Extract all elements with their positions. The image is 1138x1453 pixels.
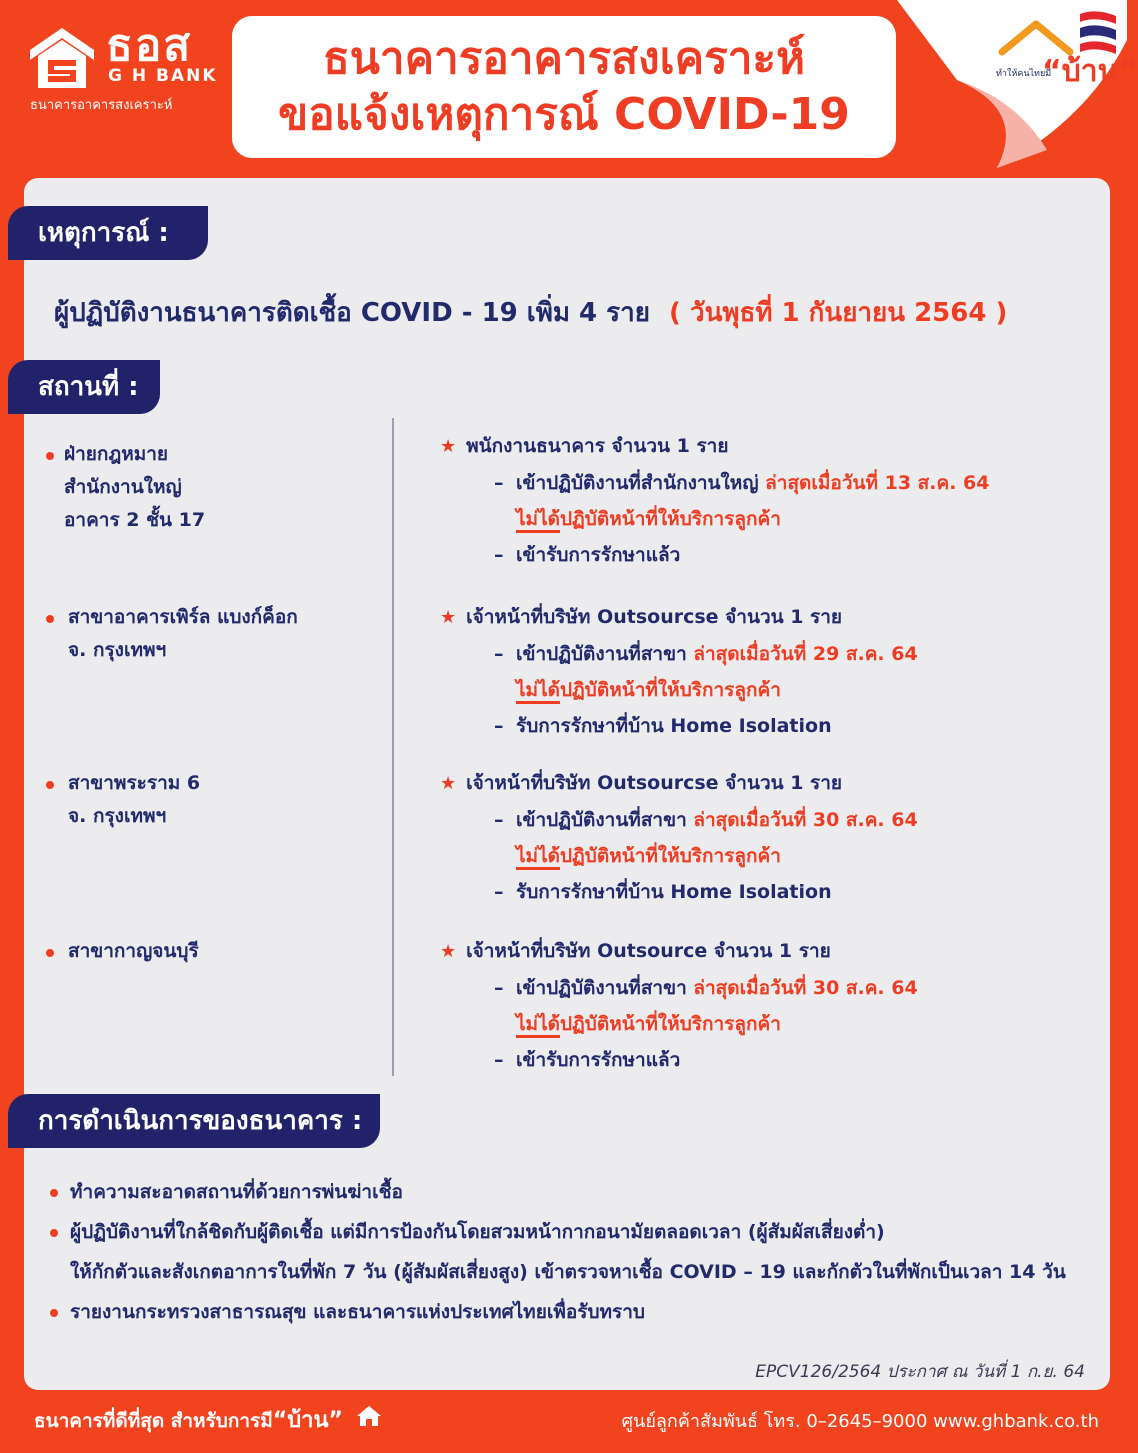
case-treatment: รับการรักษาที่บ้าน Home Isolation bbox=[516, 715, 832, 737]
case-no-service: ปฏิบัติหน้าที่ให้บริการลูกค้า bbox=[559, 679, 781, 701]
bullet-dot-icon bbox=[46, 949, 54, 957]
title-line-1: ธนาคารอาคารสงเคราะห์ bbox=[322, 33, 806, 84]
case-who: พนักงานธนาคาร จำนวน 1 ราย bbox=[466, 435, 729, 457]
footer-slogan-text: ธนาคารที่ดีที่สุด สำหรับการมี bbox=[34, 1410, 273, 1432]
title-line-2: ขอแจ้งเหตุการณ์ COVID-19 bbox=[278, 89, 850, 140]
case-no-service-underlined: ไม่ได้ bbox=[516, 1013, 560, 1038]
case-no-service-underlined: ไม่ได้ bbox=[516, 845, 560, 870]
case-latest: ล่าสุดเมื่อวันที่ 13 ส.ค. 64 bbox=[765, 472, 990, 494]
action-text: รายงานกระทรวงสาธารณสุข และธนาคารแห่งประเทศไทยเพื่อรับทราบ bbox=[70, 1301, 645, 1323]
location-line: ฝ่ายกฎหมาย bbox=[64, 443, 169, 465]
slogan-big-text: “บ้าน” bbox=[1042, 54, 1138, 89]
reference-note: EPCV126/2564 ประกาศ ณ วันที่ 1 ก.ย. 64 bbox=[755, 1362, 1085, 1382]
location-item bbox=[46, 438, 205, 537]
location-line: จ. กรุงเทพฯ bbox=[68, 639, 167, 661]
star-icon: ★ bbox=[440, 436, 457, 457]
case-treatment: เข้ารับการรักษาแล้ว bbox=[516, 1049, 681, 1071]
slogan-small-text: ทำให้คนไทยมี bbox=[996, 69, 1052, 79]
case-no-service-underlined: ไม่ได้ bbox=[516, 508, 560, 533]
footer-slogan-word: “บ้าน” bbox=[272, 1408, 344, 1433]
case-treatment: รับการรักษาที่บ้าน Home Isolation bbox=[516, 881, 832, 903]
column-divider bbox=[392, 418, 394, 1076]
ghbank-logo bbox=[28, 22, 228, 122]
page-title bbox=[232, 16, 896, 158]
home-icon bbox=[356, 1405, 382, 1432]
bullet-dot-icon bbox=[46, 781, 54, 789]
bullet-dot-icon bbox=[50, 1229, 58, 1237]
case-treatment: เข้ารับการรักษาแล้ว bbox=[516, 544, 681, 566]
case-work: เข้าปฏิบัติงานที่สำนักงานใหญ่ bbox=[516, 472, 759, 494]
star-icon: ★ bbox=[440, 941, 457, 962]
action-section-tab: การดำเนินการของธนาคาร : bbox=[8, 1094, 380, 1148]
action-text: ผู้ปฏิบัติงานที่ใกล้ชิดกับผู้ติดเชื้อ แต่มีการป้องกันโดยสวมหน้ากากอนามัยตลอดเวลา (ผู้สัมผัสเสี่ยงต่ำ) bbox=[70, 1221, 885, 1243]
action-item bbox=[50, 1172, 403, 1212]
event-section-tab: เหตุการณ์ : bbox=[8, 206, 208, 260]
case-item: ★ เจ้าหน้าที่บริษัท Outsource จำนวน 1 ราย – เข้าปฏิบัติงานที่สาขา ล่าสุดเมื่อวันที่ 30 ส.ค. 64 ไม่ได้ปฏิบัติหน้าที่ให้บริการลูกค้า – เข้ารับการรักษาแล้ว bbox=[440, 940, 918, 1071]
case-work: เข้าปฏิบัติงานที่สาขา bbox=[516, 977, 687, 999]
footer-slogan bbox=[34, 1402, 382, 1437]
case-who: เจ้าหน้าที่บริษัท Outsource จำนวน 1 ราย bbox=[466, 940, 831, 962]
footer-contact[interactable]: ศูนย์ลูกค้าสัมพันธ์ โทร. 0–2645–9000 www.ghbank.co.th bbox=[621, 1411, 1099, 1432]
location-line: สาขาอาคารเพิร์ล แบงก์ค็อก bbox=[68, 606, 298, 628]
case-latest: ล่าสุดเมื่อวันที่ 29 ส.ค. 64 bbox=[693, 643, 918, 665]
case-item: ★ พนักงานธนาคาร จำนวน 1 ราย – เข้าปฏิบัติงานที่สำนักงานใหญ่ ล่าสุดเมื่อวันที่ 13 ส.ค. 64 ไม่ได้ปฏิบัติหน้าที่ให้บริการลูกค้า – เข้ารับการรักษาแล้ว bbox=[440, 435, 990, 566]
location-item bbox=[46, 601, 298, 667]
case-item: ★ เจ้าหน้าที่บริษัท Outsourcse จำนวน 1 ราย – เข้าปฏิบัติงานที่สาขา ล่าสุดเมื่อวันที่ 29 ส.ค. 64 ไม่ได้ปฏิบัติหน้าที่ให้บริการลูกค้า – รับการรักษาที่บ้าน Home Isolation bbox=[440, 606, 918, 737]
slogan-logo bbox=[996, 8, 1138, 92]
location-line: สาขากาญจนบุรี bbox=[68, 940, 199, 962]
ghbank-house-icon bbox=[28, 26, 96, 90]
case-no-service: ปฏิบัติหน้าที่ให้บริการลูกค้า bbox=[559, 508, 781, 530]
location-line: อาคาร 2 ชั้น 17 bbox=[64, 509, 206, 531]
case-no-service-underlined: ไม่ได้ bbox=[516, 679, 560, 704]
bullet-dot-icon bbox=[46, 615, 54, 623]
case-who: เจ้าหน้าที่บริษัท Outsourcse จำนวน 1 ราย bbox=[466, 606, 843, 628]
logo-bank-text: G H BANK bbox=[108, 66, 218, 86]
case-latest: ล่าสุดเมื่อวันที่ 30 ส.ค. 64 bbox=[693, 977, 918, 999]
bullet-dot-icon bbox=[50, 1309, 58, 1317]
event-date: ( วันพุธที่ 1 กันยายน 2564 ) bbox=[669, 298, 1008, 328]
case-item: ★ เจ้าหน้าที่บริษัท Outsourcse จำนวน 1 ราย – เข้าปฏิบัติงานที่สาขา ล่าสุดเมื่อวันที่ 30 ส.ค. 64 ไม่ได้ปฏิบัติหน้าที่ให้บริการลูกค้า – รับการรักษาที่บ้าน Home Isolation bbox=[440, 772, 918, 903]
case-work: เข้าปฏิบัติงานที่สาขา bbox=[516, 643, 687, 665]
bullet-dot-icon bbox=[50, 1189, 58, 1197]
location-line: สาขาพระราม 6 bbox=[68, 772, 201, 794]
logo-text: ธอส bbox=[106, 20, 193, 71]
location-line: จ. กรุงเทพฯ bbox=[68, 805, 167, 827]
event-summary bbox=[54, 292, 1007, 333]
action-item bbox=[50, 1212, 885, 1252]
case-no-service: ปฏิบัติหน้าที่ให้บริการลูกค้า bbox=[559, 845, 781, 867]
bullet-dot-icon bbox=[46, 452, 54, 460]
action-item-continued bbox=[50, 1252, 1066, 1292]
case-who: เจ้าหน้าที่บริษัท Outsourcse จำนวน 1 ราย bbox=[466, 772, 843, 794]
logo-subtitle: ธนาคารอาคารสงเคราะห์ bbox=[30, 98, 173, 113]
event-summary-text: ผู้ปฏิบัติงานธนาคารติดเชื้อ COVID - 19 เพิ่ม 4 ราย bbox=[54, 298, 650, 328]
location-line: สำนักงานใหญ่ bbox=[64, 476, 182, 498]
star-icon: ★ bbox=[440, 607, 457, 628]
case-latest: ล่าสุดเมื่อวันที่ 30 ส.ค. 64 bbox=[693, 809, 918, 831]
action-text: ทำความสะอาดสถานที่ด้วยการพ่นฆ่าเชื้อ bbox=[70, 1181, 403, 1203]
action-text: ให้กักตัวและสังเกตอาการในที่พัก 7 วัน (ผู้สัมผัสเสี่ยงสูง) เข้าตรวจหาเชื้อ COVID – 19 และกักตัวในที่พักเป็นเวลา 14 วัน bbox=[70, 1261, 1066, 1283]
action-item bbox=[50, 1292, 645, 1332]
location-item bbox=[46, 767, 200, 833]
case-no-service: ปฏิบัติหน้าที่ให้บริการลูกค้า bbox=[559, 1013, 781, 1035]
place-section-tab: สถานที่ : bbox=[8, 360, 160, 414]
location-item bbox=[46, 935, 199, 968]
case-work: เข้าปฏิบัติงานที่สาขา bbox=[516, 809, 687, 831]
star-icon: ★ bbox=[440, 773, 457, 794]
